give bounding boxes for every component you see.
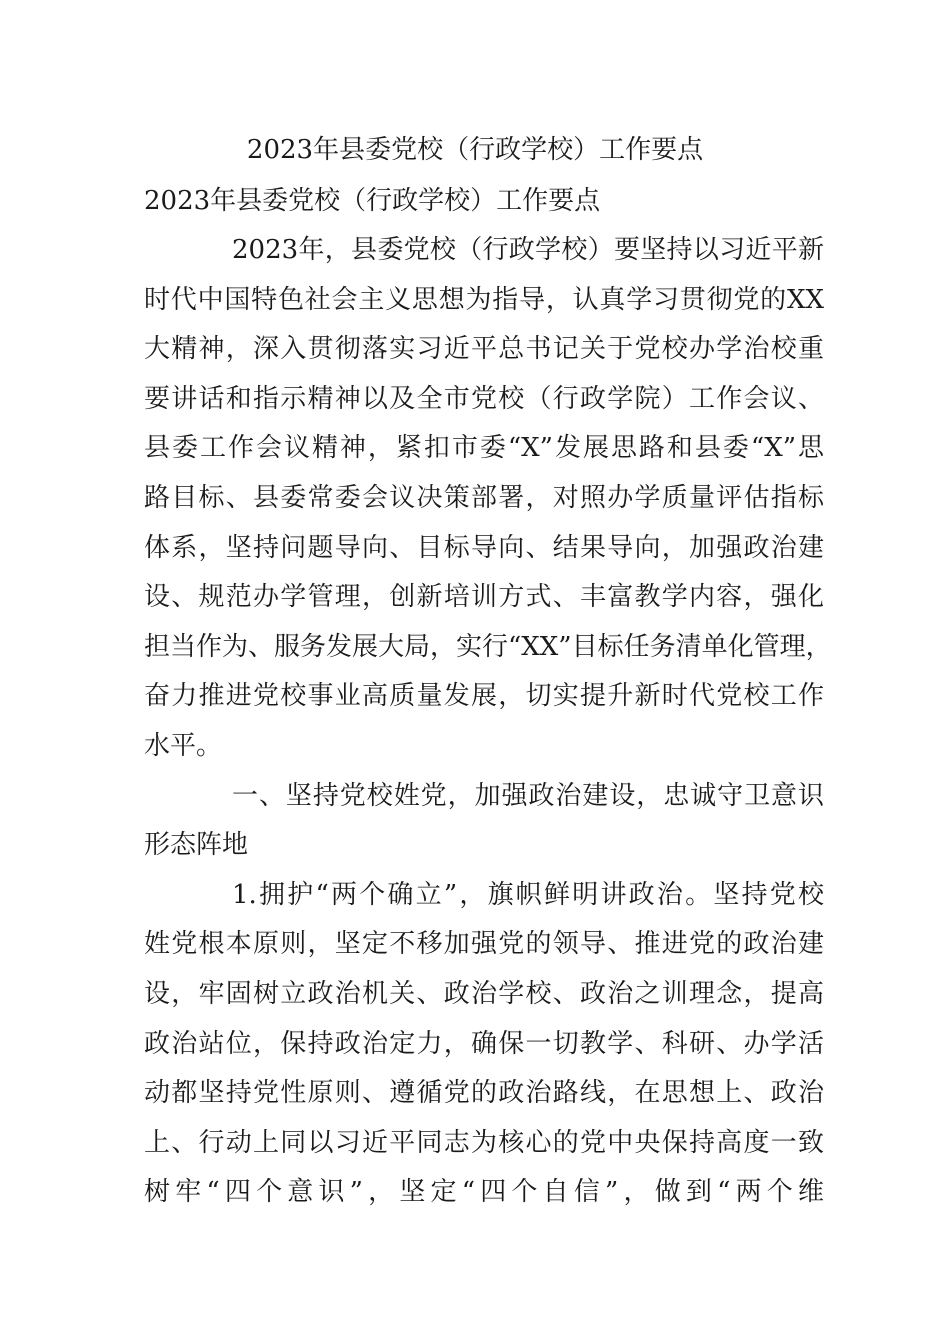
section-heading: 一、坚持党校姓党，加强政治建设，忠诚守卫意识 bbox=[232, 780, 824, 811]
body-line: 要讲话和指示精神以及全市党校（行政学院）工作会议、 bbox=[144, 383, 824, 414]
body-line: 设，牢固树立政治机关、政治学校、政治之训理念，提高 bbox=[144, 978, 824, 1009]
document-title: 2023年县委党校（行政学校）工作要点 bbox=[246, 135, 704, 165]
body-line: 时代中国特色社会主义思想为指导，认真学习贯彻党的XX bbox=[144, 284, 824, 315]
body-line: 设、规范办学管理，创新培训方式、丰富教学内容，强化 bbox=[144, 582, 824, 613]
body-line: 政治站位，保持政治定力，确保一切教学、科研、办学活 bbox=[144, 1028, 824, 1059]
section-heading: 形态阵地 bbox=[144, 830, 249, 861]
body-line: 树牢“四个意识”，坚定“四个自信”，做到“两个维 bbox=[144, 1177, 824, 1208]
body-line: 体系，坚持问题导向、目标导向、结果导向，加强政治建 bbox=[144, 532, 824, 563]
body-line: 1.拥护“两个确立”，旗帜鲜明讲政治。坚持党校 bbox=[232, 879, 824, 910]
body-line: 大精神，深入贯彻落实习近平总书记关于党校办学治校重 bbox=[144, 334, 824, 365]
document-subtitle: 2023年县委党校（行政学校）工作要点 bbox=[144, 186, 601, 216]
body-line: 路目标、县委常委会议决策部署，对照办学质量评估指标 bbox=[144, 482, 824, 513]
body-line: 县委工作会议精神，紧扣市委“X”发展思路和县委“X”思 bbox=[144, 433, 824, 464]
body-line: 姓党根本原则，坚定不移加强党的领导、推进党的政治建 bbox=[144, 929, 824, 960]
body-line: 上、行动上同以习近平同志为核心的党中央保持高度一致 bbox=[144, 1127, 824, 1158]
body-line: 担当作为、服务发展大局，实行“XX”目标任务清单化管理， bbox=[144, 631, 832, 662]
body-line: 动都坚持党性原则、遵循党的政治路线，在思想上、政治 bbox=[144, 1078, 824, 1109]
body-line: 2023年，县委党校（行政学校）要坚持以习近平新 bbox=[232, 235, 824, 265]
document-body bbox=[144, 226, 832, 1218]
body-line: 奋力推进党校事业高质量发展，切实提升新时代党校工作 bbox=[144, 681, 824, 712]
body-line: 水平。 bbox=[144, 730, 223, 761]
